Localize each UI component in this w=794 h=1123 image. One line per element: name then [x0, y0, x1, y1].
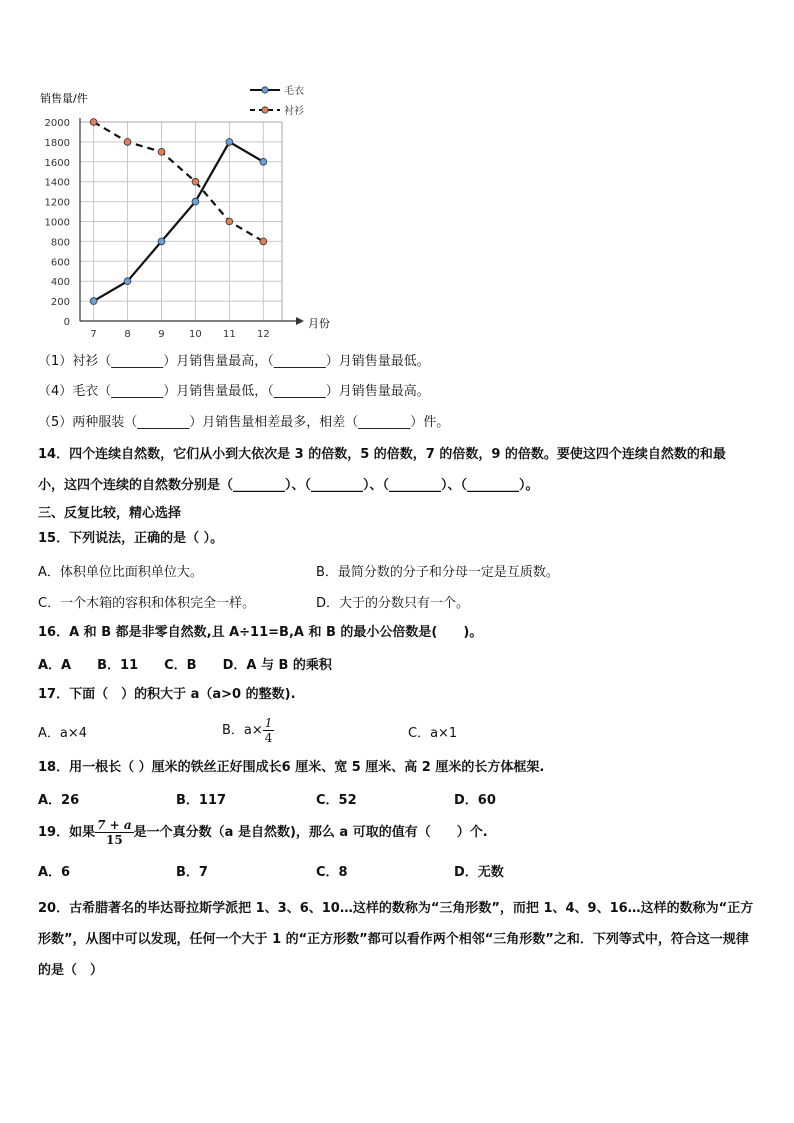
question-20: 20．古希腊著名的毕达哥拉斯学派把 1、3、6、10…这样的数称为“三角形数”，而把 1、4、9、16…这样的数称为“正方形数”，从图中可以发现，任何一个大于 1 的“正方形数”都可以看作两个相邻“三角形数”之和．下列等式中，符合这一规律的是（ ）: [38, 901, 754, 978]
fraction-numerator: 1: [264, 716, 273, 730]
q18-option-a: A．26: [38, 793, 80, 808]
chart-legend: [250, 84, 304, 117]
x-tick-label: 7: [90, 329, 97, 340]
data-point: [226, 218, 233, 225]
q18-option-b: B．117: [176, 793, 227, 808]
question-13-5: （5）两种服装（________）月销售量相差最多，相差（________）件。: [38, 415, 450, 430]
question-15: 15．下列说法，正确的是（ ）。: [38, 531, 224, 546]
x-tick-label: 9: [158, 329, 165, 340]
section-3-title: 三、反复比较，精心选择: [38, 506, 182, 521]
y-tick-label: 800: [50, 237, 70, 249]
q17-option-a: A．a×4: [38, 726, 88, 741]
chart-ticks: [45, 118, 270, 340]
q17-option-b-prefix: B．a×: [222, 723, 263, 738]
y-tick-label: 1000: [44, 217, 70, 229]
question-13-1: （1）衬衫（________）月销售量最高，（________）月销售量最低。: [38, 354, 430, 369]
q16-options: A．A B．11 C．B D．A 与 B 的乘积: [38, 658, 332, 673]
legend-label: 毛衣: [284, 86, 304, 97]
y-tick-label: 200: [50, 297, 70, 309]
q19-option-b: B．7: [176, 865, 208, 880]
x-tick-label: 10: [189, 329, 202, 340]
q17-option-c: C．a×1: [408, 726, 458, 741]
data-point: [90, 298, 97, 305]
fraction-7-plus-a-over-15: [95, 818, 134, 847]
q18-option-d: D．60: [454, 793, 496, 808]
data-point: [260, 158, 267, 165]
q15-option-d: D．大于的分数只有一个。: [316, 596, 470, 611]
x-tick-label: 11: [223, 329, 236, 340]
fraction-numerator: 7 + a: [97, 818, 132, 832]
y-tick-label: 1200: [44, 197, 70, 209]
question-14-line-2: 小，这四个连续的自然数分别是（________）、（________）、（________）、（________）。: [38, 478, 539, 493]
y-tick-label: 1400: [44, 177, 70, 189]
fraction-one-quarter: [263, 716, 275, 745]
question-18: 18．用一根长（ ）厘米的铁丝正好围成长6 厘米、宽 5 厘米、高 2 厘米的长方体框架.: [38, 760, 545, 775]
chart-series: [90, 119, 267, 305]
q19-option-d: D．无数: [454, 865, 504, 880]
data-point: [124, 139, 131, 146]
question-13-4: （4）毛衣（________）月销售量最低，（________）月销售量最高。: [38, 384, 430, 399]
y-tick-label: 1600: [44, 157, 70, 169]
question-17: 17．下面（ ）的积大于 a（a>0 的整数).: [38, 687, 296, 702]
sales-line-chart: [30, 80, 350, 340]
question-16: 16．A 和 B 都是非零自然数,且 A÷11=B,A 和 B 的最小公倍数是( )。: [38, 625, 483, 640]
q19-option-c: C．8: [316, 865, 348, 880]
data-point: [260, 238, 267, 245]
q15-option-a: A．体积单位比面积单位大。: [38, 565, 203, 580]
x-tick-label: 8: [124, 329, 131, 340]
y-axis-label: 销售量/件: [40, 92, 88, 105]
data-point: [192, 198, 199, 205]
question-19: [38, 818, 488, 847]
y-tick-label: 600: [50, 257, 70, 269]
q15-option-c: C．一个木箱的容积和体积完全一样。: [38, 596, 256, 611]
q17-option-b: [222, 716, 274, 745]
legend-marker: [262, 87, 268, 93]
data-point: [124, 278, 131, 285]
q18-option-c: C．52: [316, 793, 357, 808]
data-point: [90, 119, 97, 126]
q19-prefix: 19．如果: [38, 825, 96, 840]
x-tick-label: 12: [256, 329, 270, 340]
data-point: [192, 178, 199, 185]
y-tick-label: 400: [50, 277, 70, 289]
data-point: [158, 148, 165, 155]
y-tick-label: 0: [63, 317, 70, 328]
q15-option-b: B．最简分数的分子和分母一定是互质数。: [316, 565, 559, 580]
q19-option-a: A．6: [38, 865, 71, 880]
x-axis-label: 月份: [308, 317, 330, 330]
legend-label: 衬衫: [284, 106, 304, 117]
fraction-denominator: 15: [106, 833, 123, 847]
x-axis-arrow: [296, 317, 304, 325]
question-14-line-1: 14．四个连续自然数，它们从小到大依次是 3 的倍数，5 的倍数，7 的倍数，9 的倍数。要使这四个连续自然数的和最: [38, 447, 726, 462]
q19-suffix: 是一个真分数（a 是自然数)，那么 a 可取的值有（ ）个.: [133, 825, 488, 840]
fraction-denominator: 4: [264, 731, 273, 745]
data-point: [226, 139, 233, 146]
y-tick-label: 2000: [44, 118, 70, 129]
legend-marker: [262, 107, 268, 113]
data-point: [158, 238, 165, 245]
y-tick-label: 1800: [44, 137, 70, 149]
